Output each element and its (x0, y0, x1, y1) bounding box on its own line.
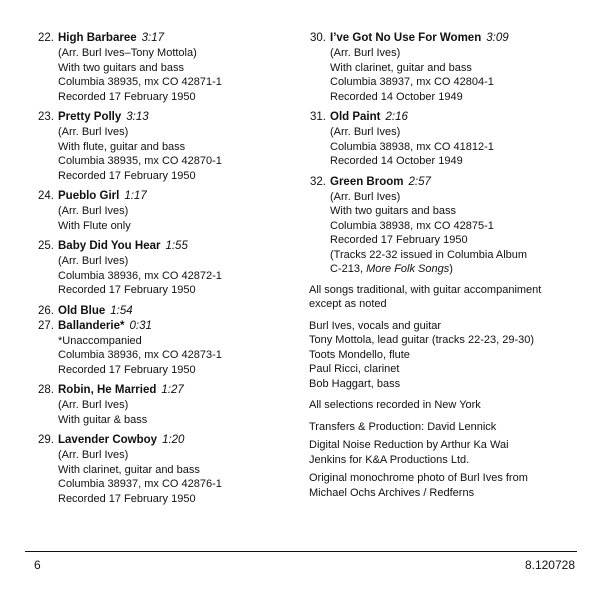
track-detail-line: (Arr. Burl Ives) (330, 47, 401, 59)
track-duration: 3:17 (141, 32, 164, 44)
track-number: 28. (38, 384, 54, 396)
track-detail-line: Recorded 17 February 1950 (58, 363, 196, 376)
track-detail-line: With flute, guitar and bass (58, 140, 186, 153)
track-detail-line: Columbia 38936, mx CO 42873-1 (58, 349, 222, 361)
track-heading (24, 31, 294, 46)
track-detail-line: Columbia 38937, mx CO 42804-1 (330, 76, 494, 88)
track-detail-line: Recorded 17 February 1950 (58, 90, 196, 103)
recorded-note (309, 398, 594, 413)
track-detail-line: With clarinet, guitar and bass (330, 61, 472, 74)
track-detail-line: (Arr. Burl Ives) (58, 255, 129, 267)
track-title: Baby Did You Hear (58, 240, 161, 252)
track-entry (24, 304, 294, 319)
track-details (24, 46, 294, 104)
track-detail-line: With clarinet, guitar and bass (58, 463, 200, 476)
track-entry (24, 239, 294, 298)
track-detail-line: Recorded 17 February 1950 (58, 492, 196, 505)
track-number: 22. (38, 32, 54, 44)
track-number: 27. (38, 319, 54, 332)
track-duration: 3:13 (126, 111, 149, 123)
photo-line: Original monochrome photo of Burl Ives from (309, 472, 528, 484)
personnel-line: Paul Ricci, clarinet (309, 363, 400, 375)
track-details (309, 125, 594, 169)
track-duration: 1:55 (165, 240, 188, 252)
track-detail-line: Recorded 17 February 1950 (58, 169, 196, 182)
track-details (24, 204, 294, 233)
album-line (309, 262, 594, 277)
track-detail-line: *Unaccompanied (58, 334, 142, 347)
track-entry (24, 189, 294, 233)
track-entry (24, 383, 294, 427)
track-title: Old Paint (330, 111, 381, 123)
photo-line: Michael Ochs Archives / Redferns (309, 486, 475, 499)
personnel-line: Tony Mottola, lead guitar (tracks 22-23, 29-30) (309, 334, 535, 346)
personnel-line: Bob Haggart, bass (309, 377, 401, 390)
photo-credit (309, 471, 594, 500)
track-number: 32. (310, 175, 326, 188)
personnel-line: Toots Mondello, flute (309, 348, 410, 361)
personnel-line: Burl Ives, vocals and guitar (309, 319, 442, 332)
track-number: 26. (38, 304, 54, 317)
track-detail-line: Recorded 14 October 1949 (330, 90, 463, 103)
catalog-number: 8.120728 (524, 558, 575, 572)
track-detail-line: (Arr. Burl Ives) (330, 126, 401, 138)
track-duration: 1:54 (110, 304, 133, 317)
noise-reduction-note (309, 438, 594, 467)
track-entry (24, 433, 294, 506)
track-detail-line: (Arr. Burl Ives) (58, 126, 129, 138)
track-entry (309, 175, 594, 263)
track-detail-line: (Tracks 22-32 issued in Columbia Album (330, 248, 528, 261)
left-column (24, 31, 294, 512)
track-detail-line: Columbia 38935, mx CO 42871-1 (58, 76, 222, 88)
track-number: 25. (38, 240, 54, 252)
track-entry (24, 319, 294, 378)
track-number: 30. (310, 32, 326, 44)
track-entry (309, 110, 594, 169)
track-heading (24, 110, 294, 125)
track-title: High Barbaree (58, 32, 137, 44)
track-number: 24. (38, 190, 54, 202)
traditional-note (309, 283, 594, 312)
track-title: Pretty Polly (58, 111, 122, 123)
track-detail-line: With guitar & bass (58, 413, 148, 426)
track-number: 29. (38, 434, 54, 446)
track-detail-line: (Arr. Burl Ives) (330, 190, 401, 203)
track-detail-line: With Flute only (58, 219, 131, 232)
track-title: I’ve Got No Use For Women (330, 32, 482, 44)
liner-notes (309, 283, 594, 501)
track-detail-line: Columbia 38936, mx CO 42872-1 (58, 269, 222, 282)
track-detail-line: With two guitars and bass (330, 205, 456, 217)
track-details (309, 46, 594, 104)
album-prefix: C-213, (330, 263, 367, 275)
track-detail-line: (Arr. Burl Ives–Tony Mottola) (58, 47, 197, 59)
track-detail-line: Recorded 17 February 1950 (330, 234, 468, 246)
track-title: Green Broom (330, 175, 404, 188)
track-duration: 1:20 (162, 434, 185, 446)
personnel-list (309, 319, 594, 392)
track-details (309, 190, 594, 263)
album-suffix: ) (449, 263, 453, 275)
track-detail-line: Columbia 38938, mx CO 42875-1 (330, 219, 494, 232)
transfers-line: Transfers & Production: David Lennick (309, 420, 497, 433)
track-duration: 1:17 (124, 190, 147, 202)
track-detail-line: Columbia 38938, mx CO 41812-1 (330, 140, 494, 153)
footer-divider (25, 551, 577, 552)
track-title: Old Blue (58, 304, 106, 317)
track-heading (24, 304, 294, 319)
track-entry (24, 110, 294, 183)
track-heading (24, 383, 294, 398)
track-detail-line: With two guitars and bass (58, 61, 184, 74)
track-duration: 0:31 (129, 319, 152, 332)
track-number: 31. (310, 111, 326, 123)
page-number: 6 (34, 558, 41, 572)
track-details (24, 398, 294, 427)
recorded-line: All selections recorded in New York (309, 399, 481, 411)
track-heading (309, 31, 594, 46)
track-heading (24, 239, 294, 254)
track-number: 23. (38, 111, 54, 123)
track-duration: 2:57 (408, 175, 431, 188)
track-detail-line: Recorded 17 February 1950 (58, 284, 196, 296)
track-detail-line: (Arr. Burl Ives) (58, 205, 129, 217)
track-title: Ballanderie* (58, 319, 125, 332)
note-line: except as noted (309, 298, 387, 310)
track-duration: 1:27 (161, 384, 184, 396)
track-details (24, 448, 294, 506)
note-line: All songs traditional, with guitar accompaniment (309, 283, 542, 296)
track-title: Robin, He Married (58, 384, 157, 396)
track-detail-line: Columbia 38935, mx CO 42870-1 (58, 155, 222, 167)
album-title: More Folk Songs (366, 263, 450, 275)
noise-line: Jenkins for K&A Productions Ltd. (309, 453, 470, 466)
track-duration: 2:16 (385, 111, 408, 123)
track-title: Lavender Cowboy (58, 434, 158, 446)
track-detail-line: Columbia 38937, mx CO 42876-1 (58, 478, 222, 490)
track-title: Pueblo Girl (58, 190, 120, 202)
track-detail-line: (Arr. Burl Ives) (58, 399, 129, 411)
track-heading (309, 175, 594, 190)
track-heading (309, 110, 594, 125)
track-details (24, 254, 294, 298)
noise-line: Digital Noise Reduction by Arthur Ka Wai (309, 439, 509, 451)
track-entry (24, 31, 294, 104)
track-heading (24, 433, 294, 448)
track-heading (24, 319, 294, 334)
track-detail-line: (Arr. Burl Ives) (58, 449, 129, 461)
track-heading (24, 189, 294, 204)
track-duration: 3:09 (486, 32, 509, 44)
transfers-note (309, 420, 594, 435)
track-detail-line: Recorded 14 October 1949 (330, 155, 463, 167)
track-details (24, 125, 294, 183)
track-details (24, 334, 294, 378)
right-track-list (309, 31, 594, 262)
right-column (309, 31, 594, 507)
track-entry (309, 31, 594, 104)
